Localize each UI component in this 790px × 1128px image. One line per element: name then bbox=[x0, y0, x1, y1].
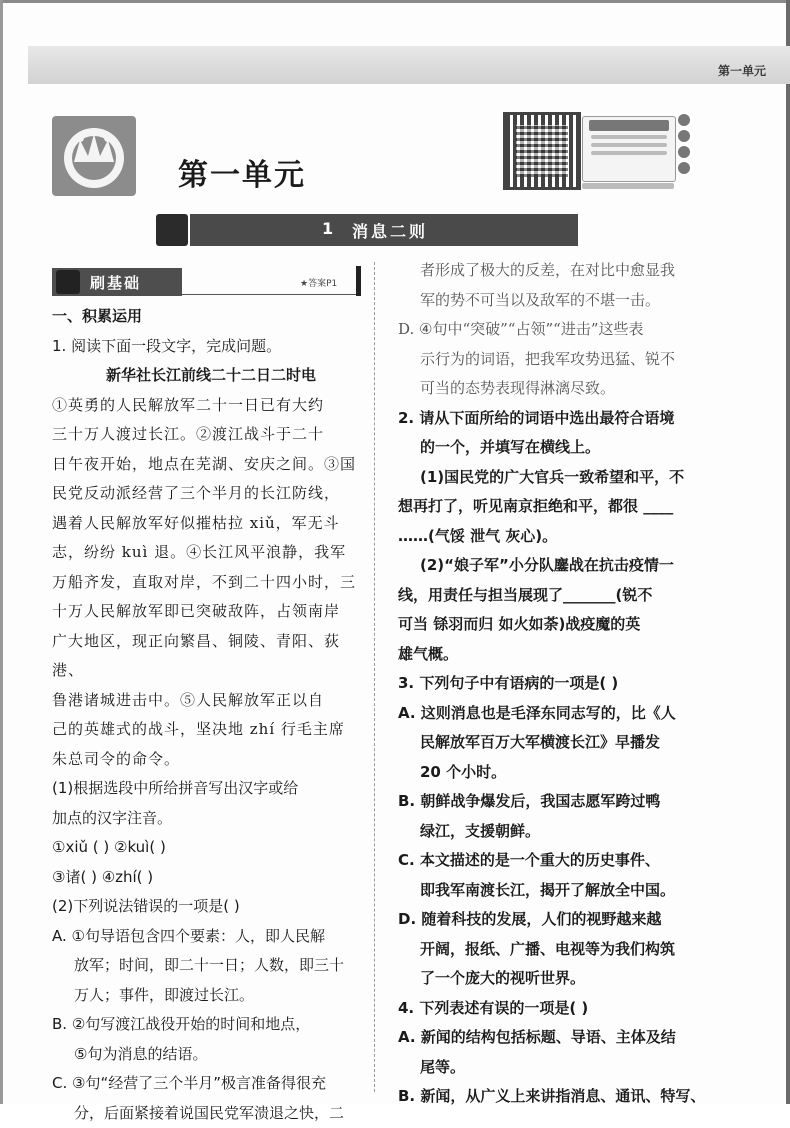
scan-edge-top bbox=[0, 0, 790, 3]
text-line: ③诸( ) ④zhí( ) bbox=[52, 863, 370, 893]
crown-icon bbox=[60, 122, 128, 190]
text-line: 尾等。 bbox=[398, 1053, 710, 1083]
qr-info-card bbox=[582, 116, 676, 182]
lesson-number: 1 bbox=[322, 219, 333, 238]
text-line: 线，用责任与担当展现了_______(锐不 bbox=[398, 581, 710, 611]
text-line: 万船齐发，直取对岸，不到二十四小时，三 bbox=[52, 568, 370, 598]
text-line: 2. 请从下面所给的词语中选出最符合语境 bbox=[398, 404, 710, 434]
text-line: 可当的态势表现得淋漓尽致。 bbox=[398, 374, 710, 404]
text-line: 3. 下列句子中有语病的一项是( ) bbox=[398, 669, 710, 699]
text-line: 万人；事件，即渡过长江。 bbox=[52, 981, 370, 1011]
left-column bbox=[52, 302, 370, 1128]
text-line: A. 这则消息也是毛泽东同志写的，比《人 bbox=[398, 699, 710, 729]
text-line: B. ②句写渡江战役开始的时间和地点， bbox=[52, 1010, 370, 1040]
text-line: 示行为的词语，把我军攻势迅猛、锐不 bbox=[398, 345, 710, 375]
text-line: C. 本文描述的是一个重大的历史事件、 bbox=[398, 846, 710, 876]
text-line: 民党反动派经营了三个半月的长江防线， bbox=[52, 479, 370, 509]
scan-edge-right bbox=[786, 0, 790, 1104]
section-bar bbox=[356, 266, 361, 296]
crown-logo bbox=[52, 116, 136, 196]
text-line: D. 随着科技的发展，人们的视野越来越 bbox=[398, 905, 710, 935]
text-line: 放军；时间，即二十一日；人数，即三十 bbox=[52, 951, 370, 981]
lesson-name: 消息二则 bbox=[352, 219, 428, 242]
text-line: 雄气概。 bbox=[398, 640, 710, 670]
text-line: 想再打了，听见南京拒绝和平，都很 ____ bbox=[398, 492, 710, 522]
lesson-crown-icon bbox=[156, 214, 188, 246]
column-divider bbox=[374, 262, 375, 1092]
text-line: 即我军南渡长江，揭开了解放全中国。 bbox=[398, 876, 710, 906]
text-line: (2)“娘子军”小分队鏖战在抗击疫情一 bbox=[398, 551, 710, 581]
text-line: 一、积累运用 bbox=[52, 302, 370, 332]
text-line: 己的英雄式的战斗，坚决地 zhí 行毛主席 bbox=[52, 715, 370, 745]
qr-caption bbox=[582, 183, 674, 189]
unit-title: 第一单元 bbox=[178, 150, 306, 194]
lesson-banner bbox=[190, 214, 578, 246]
text-line: 4. 下列表述有误的一项是( ) bbox=[398, 994, 710, 1024]
text-line: ⑤句为消息的结语。 bbox=[52, 1040, 370, 1070]
text-line: ……(气馁 泄气 灰心)。 bbox=[398, 522, 710, 552]
right-column bbox=[398, 256, 710, 1112]
section-label: 刷基础 bbox=[90, 272, 141, 293]
text-line: ①xiǔ ( ) ②kuì( ) bbox=[52, 833, 370, 863]
text-line: D. ④句中“突破”“占领”“进击”这些表 bbox=[398, 315, 710, 345]
header-band bbox=[28, 46, 790, 84]
section-crown-icon bbox=[56, 270, 80, 294]
text-line: 了一个庞大的视听世界。 bbox=[398, 964, 710, 994]
text-line: 的一个，并填写在横线上。 bbox=[398, 433, 710, 463]
text-line: 广大地区，现正向繁昌、铜陵、青阳、荻港、 bbox=[52, 627, 370, 686]
section-header bbox=[52, 268, 182, 296]
qr-code bbox=[503, 112, 581, 190]
text-line: 者形成了极大的反差，在对比中愈显我 bbox=[398, 256, 710, 286]
text-line: (1)根据选段中所给拼音写出汉字或给 bbox=[52, 774, 370, 804]
scan-edge-left bbox=[0, 0, 3, 1104]
text-line: 朱总司令的命令。 bbox=[52, 745, 370, 775]
text-line: 志，纷纷 kuì 退。④长江风平浪静，我军 bbox=[52, 538, 370, 568]
text-line: ①英勇的人民解放军二十一日已有大约 bbox=[52, 391, 370, 421]
text-line: 新华社长江前线二十二日二时电 bbox=[52, 361, 370, 391]
text-line: B. 朝鲜战争爆发后，我国志愿军跨过鸭 bbox=[398, 787, 710, 817]
text-line: A. 新闻的结构包括标题、导语、主体及结 bbox=[398, 1023, 710, 1053]
text-line: (2)下列说法错误的一项是( ) bbox=[52, 892, 370, 922]
text-line: 分，后面紧接着说国民党军溃退之快，二 bbox=[52, 1099, 370, 1128]
text-line: (1)国民党的广大官兵一致希望和平，不 bbox=[398, 463, 710, 493]
text-line: 三十万人渡过长江。②渡江战斗于二十 bbox=[52, 420, 370, 450]
text-line: A. ①句导语包含四个要素：人，即人民解 bbox=[52, 922, 370, 952]
section-rule bbox=[182, 294, 358, 295]
text-line: 日午夜开始，地点在芜湖、安庆之间。③国 bbox=[52, 450, 370, 480]
text-line: 鲁港诸城进击中。⑤人民解放军正以自 bbox=[52, 686, 370, 716]
answer-reference: ★答案P1 bbox=[300, 276, 337, 289]
text-line: 加点的汉字注音。 bbox=[52, 804, 370, 834]
text-line: 可当 铩羽而归 如火如荼)战疫魔的英 bbox=[398, 610, 710, 640]
text-line: 十万人民解放军即已突破敌阵，占领南岸 bbox=[52, 597, 370, 627]
feature-dots bbox=[678, 114, 692, 178]
running-header: 第一单元 bbox=[718, 62, 766, 79]
text-line: B. 新闻，从广义上来讲指消息、通讯、特写、 bbox=[398, 1082, 710, 1112]
text-line: 1. 阅读下面一段文字，完成问题。 bbox=[52, 332, 370, 362]
text-line: 军的势不可当以及敌军的不堪一击。 bbox=[398, 286, 710, 316]
text-line: C. ③句“经营了三个半月”极言准备得很充 bbox=[52, 1069, 370, 1099]
text-line: 绿江，支援朝鲜。 bbox=[398, 817, 710, 847]
text-line: 20 个小时。 bbox=[398, 758, 710, 788]
text-line: 开阔，报纸、广播、电视等为我们构筑 bbox=[398, 935, 710, 965]
text-line: 遇着人民解放军好似摧枯拉 xiǔ，军无斗 bbox=[52, 509, 370, 539]
text-line: 民解放军百万大军横渡长江》早播发 bbox=[398, 728, 710, 758]
